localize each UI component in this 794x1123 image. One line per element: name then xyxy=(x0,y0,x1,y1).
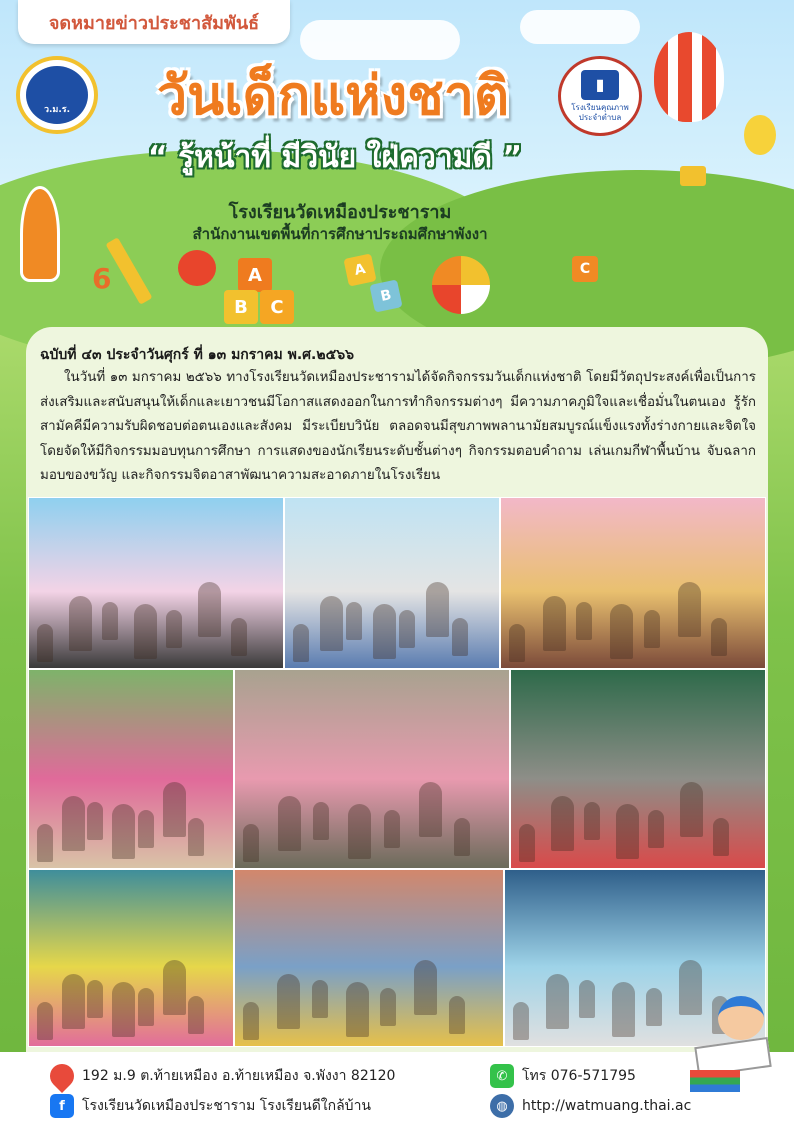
abc-block: A xyxy=(238,258,272,292)
number-six-decoration: 6 xyxy=(92,262,112,295)
globe-icon: ◍ xyxy=(490,1094,514,1118)
facebook-icon: f xyxy=(50,1094,74,1118)
abc-block: B xyxy=(369,279,402,312)
phone-icon: ✆ xyxy=(490,1064,514,1088)
quality-school-logo xyxy=(558,56,642,136)
yellow-balloon-illustration xyxy=(744,115,776,155)
kid-reading-illustration xyxy=(690,996,774,1096)
page-title: วันเด็กแห่งชาติ xyxy=(156,64,510,127)
abc-block: B xyxy=(224,290,258,324)
quality-school-logo-text: โรงเรียนคุณภาพ ประจำตำบล xyxy=(571,102,629,122)
abc-block: A xyxy=(343,253,376,286)
school-name: โรงเรียนวัดเหมืองประชาราม xyxy=(228,202,452,223)
school-logo-text: ว.ม.ร. xyxy=(43,105,71,115)
footer-phone xyxy=(490,1064,636,1088)
location-pin-icon xyxy=(45,1059,79,1093)
footer-address xyxy=(50,1064,395,1088)
rocket-illustration xyxy=(20,186,60,282)
book-emblem-icon: ▮ xyxy=(581,70,619,100)
website-link[interactable]: http://watmuang.thai.ac xyxy=(522,1098,692,1114)
facebook-text[interactable]: โรงเรียนวัดเหมืองประชาราม โรงเรียนดีใกล้บ้าน xyxy=(82,1098,371,1114)
newsletter-tag: จดหมายข่าวประชาสัมพันธ์ xyxy=(18,0,290,44)
phone-text: โทร 076-571795 xyxy=(522,1068,636,1084)
photo-scholarship-award xyxy=(28,497,284,669)
abc-block: C xyxy=(260,290,294,324)
address-text: 192 ม.9 ต.ท้ายเหมือง อ.ท้ายเหมือง จ.พังงา 82120 xyxy=(82,1068,396,1084)
photo-gift-handover xyxy=(28,669,234,869)
photo-dance-show xyxy=(28,869,234,1047)
photo-gift-crowd xyxy=(234,869,504,1047)
apple-illustration xyxy=(178,250,216,286)
photo-children-closeup xyxy=(500,497,766,669)
beach-ball-illustration xyxy=(432,256,490,314)
footer-facebook[interactable] xyxy=(50,1094,371,1118)
footer-website[interactable] xyxy=(490,1094,691,1118)
photo-crowd-cheering xyxy=(234,669,510,869)
photo-stage-performance xyxy=(284,497,500,669)
school-logo xyxy=(16,56,98,134)
article-body: ในวันที่ ๑๓ มกราคม ๒๕๖๖ ทางโรงเรียนวัดเหมืองประชารามได้จัดกิจกรรมวันเด็กแห่งชาติ โดยมีวัตถุประสงค์เพื่อเป็นการส่งเสริมและสนับสนุนให้เด็กและเยาวชนมีโอกาสแสดงออกในการทำกิจกรรมต่างๆ มีความภาคภูมิใจและเชื่อมั่นในตนเอง รู้รักสามัคคีมีความรับผิดชอบต่อตนเองและสังคม มีระเบียบวินัย ตลอดจนมีสุขภาพพลานามัยสมบูรณ์แข็งแรงทั้งร่างกายและจิตใจ โดยจัดให้มีกิจกรรมมอบทุนการศึกษา การแสดงของนักเรียนระดับชั้นต่างๆ กิจกรรมตอบคำถาม เล่นเกมกีฬาพื้นบ้าน จับฉลากมอบของขวัญ และกิจกรรมจิตอาสาพัฒนาความสะอาดภายในโรงเรียน xyxy=(40,370,756,483)
cloud xyxy=(520,10,640,44)
education-office-name: สำนักงานเขตพื้นที่การศึกษาประถมศึกษาพังงา xyxy=(192,225,488,243)
hot-air-balloon-illustration xyxy=(654,32,724,122)
abc-block: C xyxy=(572,256,598,282)
balloon-basket-illustration xyxy=(680,166,706,186)
issue-line: ฉบับที่ ๔๓ ประจำวันศุกร์ ที่ ๑๓ มกราคม พ.ศ.๒๕๖๖ xyxy=(40,347,354,363)
photo-outdoor-games xyxy=(510,669,766,869)
slogan: “ รู้หน้าที่ มีวินัย ใฝ่ความดี ” xyxy=(147,140,523,175)
